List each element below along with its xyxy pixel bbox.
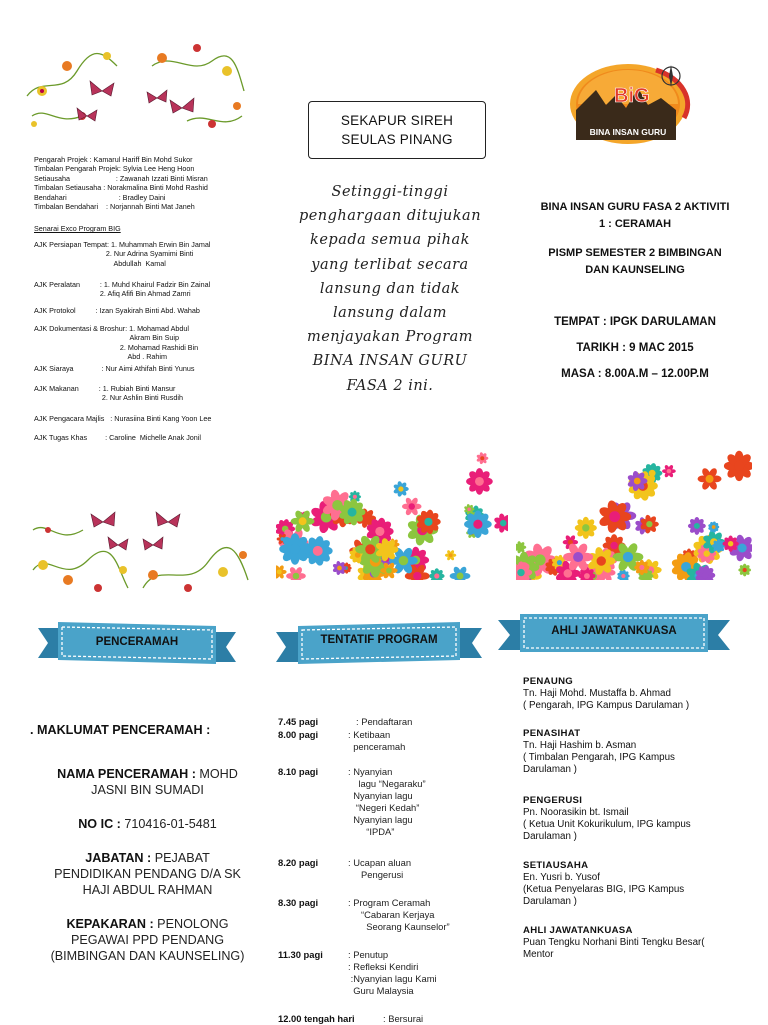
schedule-activity: : Penutup : Refleksi Kendiri :Nyanyian lagu Kami Guru Malaysia xyxy=(348,949,437,996)
committee-line: Pn. Noorasikin bt. Ismail xyxy=(523,807,629,818)
speaker-department xyxy=(30,850,265,898)
penceramah-ribbon-label: PENCERAMAH xyxy=(95,636,179,648)
speaker-expertise-label: KEPAKARAN : xyxy=(66,917,154,931)
exco-item: AJK Persiapan Tempat: 1. Muhammah Erwin Bin Jamal 2. Nur Adrina Syamimi Binti Abdullah Kamal xyxy=(34,240,211,268)
schedule-time: 12.00 tengah hari xyxy=(278,1013,355,1024)
flower-shape xyxy=(332,561,346,576)
appreciation-poem xyxy=(270,180,510,398)
exco-item: AJK Dokumentasi & Broshur: 1. Mohamad Abdul Akram Bin Suip 2. Mohamad Rashidi Bin Abd . Rahim xyxy=(34,324,199,362)
officer-line: Timbalan Pengarah Projek: Sylvia Lee Heng Hoon xyxy=(34,164,195,174)
exco-item: AJK Siaraya : Nur Aimi Athifah Binti Yunus xyxy=(34,364,195,373)
committee-line: Tn. Haji Mohd. Mustaffa b. Ahmad xyxy=(523,688,671,699)
flower-shape xyxy=(575,517,597,539)
schedule-activity: : Bersurai xyxy=(383,1013,424,1024)
committee-group xyxy=(523,728,763,776)
schedule-time: 8.20 pagi xyxy=(278,857,319,868)
officer-line: Bendahari : Bradley Daini xyxy=(34,192,166,202)
schedule-time: 8.10 pagi xyxy=(278,766,319,777)
event-program-line-2: DAN KAUNSELING xyxy=(585,264,685,276)
logo-caption: BINA INSAN GURU xyxy=(589,127,667,137)
schedule-time: 7.45 pagi xyxy=(278,716,319,727)
flower-shape xyxy=(712,539,726,553)
schedule-time: 11.30 pagi xyxy=(278,949,323,960)
poem-line: FASA 2 ini. xyxy=(346,377,434,394)
speaker-department-value-3: HAJI ABDUL RAHMAN xyxy=(82,883,213,897)
committee-line: Tn. Haji Hashim b. Asman xyxy=(523,740,637,751)
schedule-activity: : Program Ceramah “Cabaran Kerjaya Seorang Kaunselor” xyxy=(348,897,450,932)
event-time: MASA : 8.00A.M – 12.00P.M xyxy=(561,368,709,380)
flower-shape xyxy=(516,541,526,554)
speaker-ic-label: NO IC : xyxy=(78,817,121,831)
speaker-name-value: MOHD xyxy=(195,767,238,781)
committee-line: Puan Tengku Norhani Binti Tengku Besar( xyxy=(523,937,705,948)
speaker-department-value-2: PENDIDIKAN PENDANG D/A SK xyxy=(54,867,241,881)
committee-group xyxy=(523,860,763,908)
flower-shape xyxy=(429,568,445,580)
committee-line: Darulaman ) xyxy=(523,764,577,775)
flower-shape xyxy=(464,510,492,538)
committee-group-title: PENASIHAT xyxy=(523,728,581,739)
speaker-ic-value: 710416-01-5481 xyxy=(120,817,217,831)
exco-item: AJK Makanan : 1. Rubiah Binti Mansur 2. Nur Ashlin Binti Rusdih xyxy=(34,384,183,403)
event-date: TARIKH : 9 MAC 2015 xyxy=(576,342,694,354)
flower-shape xyxy=(286,566,306,580)
flower-shape xyxy=(724,451,752,481)
exco-item: AJK Pengacara Majlis : Nurasiina Binti Kang Yoon Lee xyxy=(34,414,212,423)
speaker-expertise xyxy=(30,916,265,964)
schedule-activity: : Ucapan aluan Pengerusi xyxy=(348,857,412,880)
speaker-ic xyxy=(30,816,265,832)
committee-line: En. Yusri b. Yusof xyxy=(523,872,600,883)
flower-shape xyxy=(634,560,649,575)
flower-shape xyxy=(722,536,738,552)
exco-item: AJK Tugas Khas : Caroline Michelle Anak Jonil xyxy=(34,433,201,442)
officer-line: Setiausaha : Zawanah Izzati Binti Misran xyxy=(34,173,208,183)
schedule-activity: : Nyanyian lagu “Negaraku” Nyanyian lagu “Negeri Kedah” Nyanyian lagu “IPDA” xyxy=(348,766,426,837)
event-program-line-1: PISMP SEMESTER 2 BIMBINGAN xyxy=(548,247,722,259)
committee-group-title: SETIAUSAHA xyxy=(523,860,589,871)
speaker-name-label: NAMA PENCERAMAH : xyxy=(57,767,196,781)
officer-line: Timbalan Setiausaha : Norakmalina Binti Mohd Rashid xyxy=(34,183,208,193)
ahli-ribbon-label: AHLI JAWATANKUASA xyxy=(551,625,677,637)
event-title-line-1: BINA INSAN GURU FASA 2 AKTIVITI xyxy=(540,201,730,213)
flower-shape xyxy=(617,569,630,580)
flower-shape xyxy=(738,564,751,577)
flower-shape xyxy=(476,452,488,465)
flower-banner-middle xyxy=(276,430,508,580)
speaker-expertise-value: PENOLONG xyxy=(153,917,229,931)
event-program xyxy=(515,245,755,279)
committee-group-title: AHLI JAWATANKUASA xyxy=(523,925,633,936)
committee-line: ( Timbalan Pengarah, IPG Kampus xyxy=(523,752,675,763)
exco-item: AJK Protokol : Izan Syakirah Binti Abd. Wahab xyxy=(34,306,200,315)
speaker-heading: . MAKLUMAT PENCERAMAH : xyxy=(30,723,211,737)
committee-line: (Ketua Penyelaras BIG, IPG Kampus xyxy=(523,884,685,895)
schedule-activity: : Pendaftaran xyxy=(356,716,413,727)
flower-shape xyxy=(688,517,706,535)
sekapur-sireh-title xyxy=(308,101,486,159)
officer-line: Timbalan Bendahari : Norjannah Binti Mat Janeh xyxy=(34,202,195,212)
exco-heading: Senarai Exco Program BIG xyxy=(34,224,121,233)
poem-line: BINA INSAN GURU xyxy=(312,353,468,370)
title-line-1: SEKAPUR SIREH xyxy=(340,113,454,128)
poem-line: menjayakan Program xyxy=(306,329,474,346)
committee-line: ( Ketua Unit Kokurikulum, IPG kampus xyxy=(523,819,691,830)
speaker-expertise-value-3: (BIMBINGAN DAN KAUNSELING) xyxy=(50,949,245,963)
schedule-time: 8.30 pagi xyxy=(278,897,319,908)
committee-line: Mentor xyxy=(523,949,554,960)
poem-line: lansung dan tidak xyxy=(319,280,461,297)
event-title-line-2: 1 : CERAMAH xyxy=(598,218,672,230)
tentatif-ribbon-label: TENTATIF PROGRAM xyxy=(320,634,438,646)
big-logo xyxy=(566,60,696,148)
event-venue: TEMPAT : IPGK DARULAMAN xyxy=(554,316,716,328)
poem-line: Setinggi-tinggi xyxy=(331,184,449,200)
poem-line: kepada semua pihak xyxy=(310,232,470,249)
speaker-expertise-value-2: PEGAWAI PPD PENDANG xyxy=(70,933,225,947)
committee-line: ( Pengarah, IPG Kampus Darulaman ) xyxy=(523,700,690,711)
floral-butterfly-footer xyxy=(28,500,253,598)
flower-shape xyxy=(402,497,422,517)
speaker-department-label: JABATAN : xyxy=(85,851,152,865)
exco-item: AJK Peralatan : 1. Muhd Khairul Fadzir Bin Zainal 2. Afiq Afifi Bin Ahmad Zamri xyxy=(34,280,211,299)
committee-group xyxy=(523,925,763,961)
flower-shape xyxy=(662,464,676,478)
speaker-name-value-2: JASNI BIN SUMADI xyxy=(91,783,204,797)
committee-officers xyxy=(34,155,274,211)
schedule-time: 8.00 pagi xyxy=(278,729,319,740)
flower-shape xyxy=(708,521,719,533)
event-title xyxy=(515,199,755,233)
flower-shape xyxy=(466,468,493,495)
committee-line: Darulaman ) xyxy=(523,896,577,907)
flower-shape xyxy=(445,550,456,561)
committee-group xyxy=(523,795,763,843)
speaker-name xyxy=(30,766,265,798)
committee-group-title: PENAUNG xyxy=(523,676,574,687)
committee-line: Darulaman ) xyxy=(523,831,577,842)
flower-banner-right xyxy=(516,430,752,580)
flower-shape xyxy=(276,565,287,580)
flower-shape xyxy=(450,566,471,580)
floral-butterfly-header xyxy=(22,36,247,136)
flower-shape xyxy=(279,533,311,565)
schedule-activity: : Ketibaan penceramah xyxy=(348,729,406,752)
logo-letters: BiG xyxy=(614,85,650,107)
committee-group xyxy=(523,676,763,712)
title-line-2: SEULAS PINANG xyxy=(341,132,453,147)
flower-shape xyxy=(393,481,409,497)
flower-shape xyxy=(698,467,722,491)
committee-group-title: PENGERUSI xyxy=(523,795,583,806)
poem-line: lansung dalam xyxy=(332,305,448,322)
poem-line: yang terlibat secara xyxy=(311,256,469,273)
poem-line: penghargaan ditujukan xyxy=(298,208,482,225)
officer-line: Pengarah Projek : Kamarul Hariff Bin Mohd Sukor xyxy=(34,155,193,164)
speaker-department-value: PEJABAT xyxy=(151,851,210,865)
flower-shape xyxy=(493,513,508,533)
